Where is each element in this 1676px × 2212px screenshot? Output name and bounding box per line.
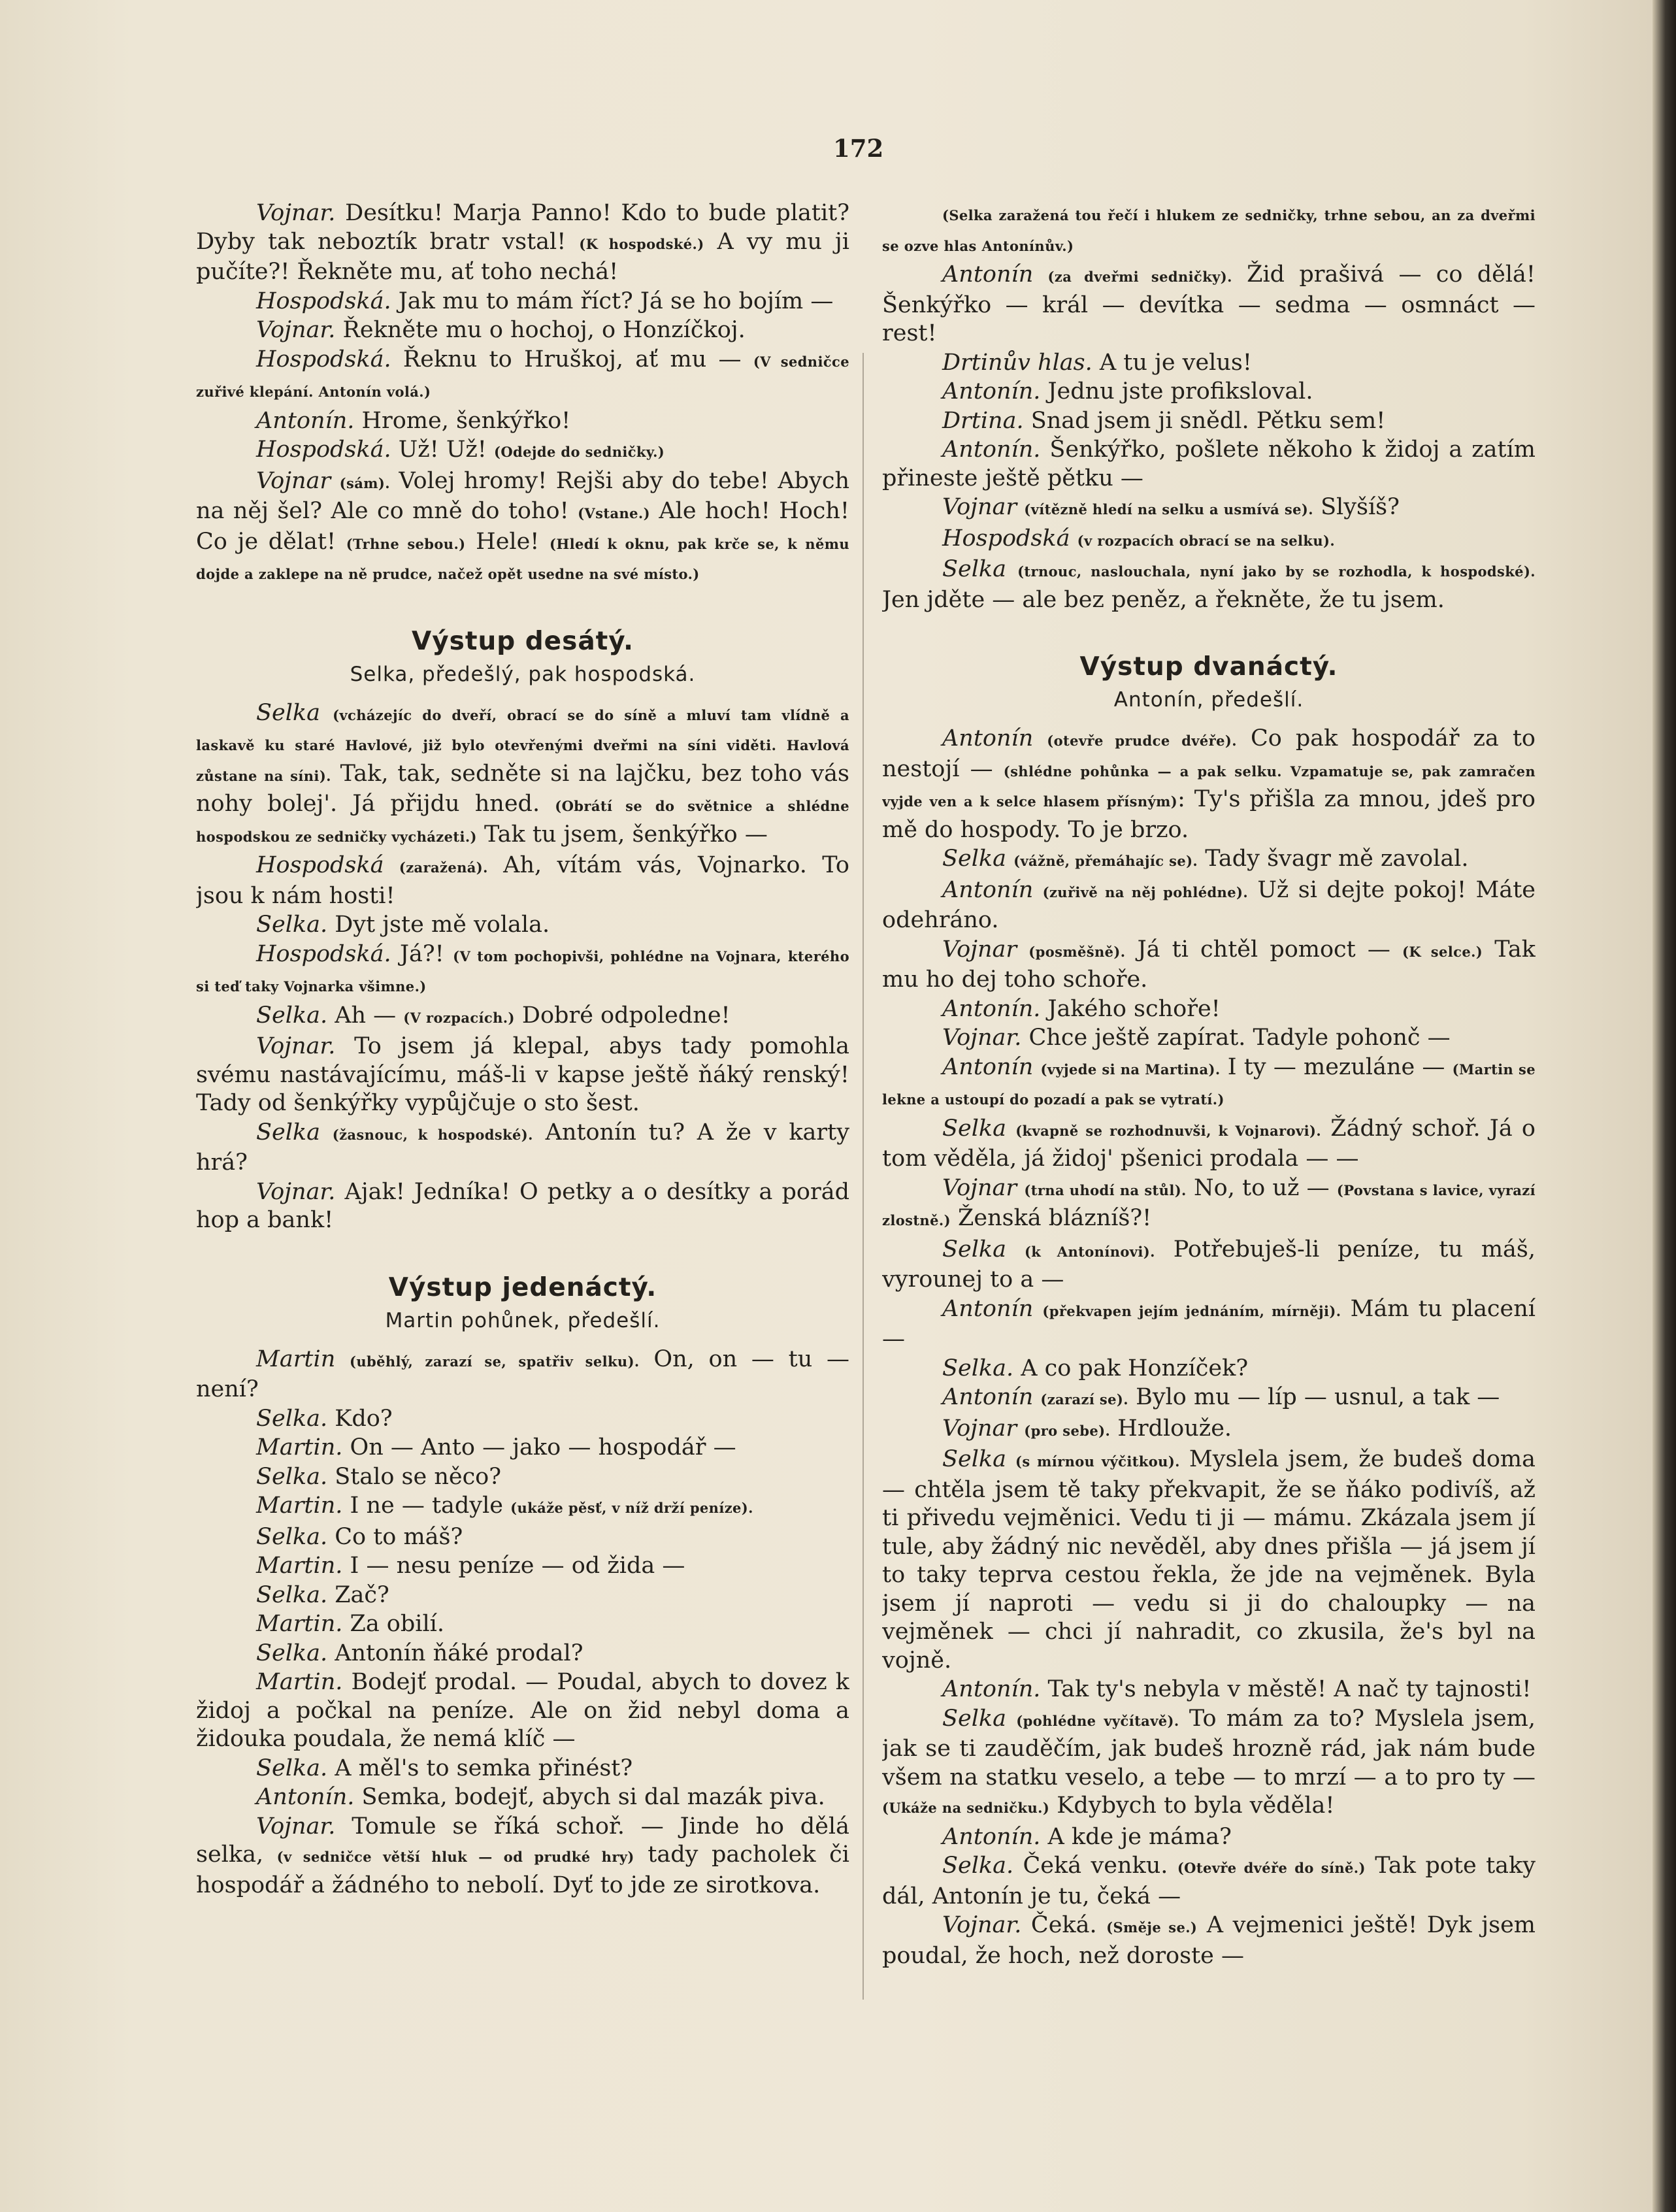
dialogue-text [1006, 846, 1013, 872]
dialogue-paragraph [882, 199, 1536, 260]
speaker-name: Vojnar [942, 1174, 1017, 1201]
speaker-name: Antonín [942, 261, 1034, 288]
stage-direction: (V tom pochopivši, pohlédne na Vojnara, kterého si teď taky Vojnarka všimne.) [196, 948, 849, 995]
speaker-name: Drtina. [942, 407, 1024, 434]
stage-direction: (trnouc, naslouchala, nyní jako by se rozhodla, k hospodské). [1017, 563, 1536, 580]
stage-direction: (Otevře dvéře do síně.) [1177, 1860, 1366, 1876]
dialogue-paragraph [882, 1174, 1536, 1235]
dialogue-paragraph [882, 1415, 1536, 1445]
dialogue-text [384, 852, 399, 878]
dialogue-text: Ah, vítám vás, Vojnarko. To jsou k nám hosti! [196, 852, 849, 909]
speaker-name: Vojnar [942, 1415, 1017, 1442]
dialogue-text [1033, 877, 1042, 903]
dialogue-text: A měl's to semka přinést? [327, 1755, 633, 1781]
dialogue-text: A vy mu ji pučíte?! Řekněte mu, ať toho nechá! [196, 228, 849, 285]
dialogue-paragraph [882, 1053, 1536, 1114]
dialogue-text: Antonín ňáké prodal? [327, 1640, 583, 1666]
dialogue-paragraph [196, 1178, 849, 1235]
dialogue-text [1070, 525, 1077, 552]
dialogue-paragraph [196, 699, 849, 851]
stage-direction: (vyjede si na Martina). [1040, 1061, 1221, 1078]
dialogue-text: Hrdlouže. [1110, 1415, 1232, 1442]
dialogue-text: Myslela jsem, že budeš doma — chtěla jsem tě taky překvapit, že se ňáko podivíš, až ti přivedu vejměnici. Vedu ti ji — mámu. Zkázala jsem jí tule, aby žádný nic nevěděl, aby dnes přišla — já jsem jí to taky teprva cestou řekla, že jde na vejměnek. Byla jsem jí naproti — vedu si ji do chaloupky — na vejměnek — chci jí nahradit, co zkusila, že's byl na vojně. [882, 1446, 1536, 1674]
speaker-name: Martin. [256, 1669, 343, 1695]
dialogue-paragraph [882, 1676, 1536, 1704]
speaker-name: Vojnar. [942, 1025, 1022, 1051]
dialogue-paragraph [882, 378, 1536, 406]
speaker-name: Selka [942, 846, 1006, 872]
speaker-name: Selka. [256, 1463, 328, 1490]
stage-direction: (zaražená). [399, 859, 488, 876]
stage-direction: (K hospodské.) [579, 235, 704, 252]
speaker-name: Antonín [942, 725, 1034, 751]
dialogue-text [331, 468, 340, 494]
dialogue-text: Potřebuješ-li peníze, tu máš, vyrounej to a — [882, 1236, 1536, 1293]
dialogue-text [1033, 1054, 1040, 1080]
dialogue-text: Stalo se něco? [327, 1463, 502, 1490]
dialogue-text: Tak tu jsem, šenkýřko — [476, 821, 768, 848]
dialogue-text [1017, 1175, 1024, 1201]
speaker-name: Antonín [942, 1053, 1034, 1080]
stage-direction: (Selka zaražená tou řečí i hlukem ze sedničky, trhne sebou, an za dveřmi se ozve hlas Antonínův.) [882, 207, 1536, 254]
stage-direction: (za dveřmi sedničky). [1047, 269, 1232, 285]
stage-direction: (trna uhodí na stůl). [1024, 1181, 1187, 1198]
dialogue-text: Hele! [465, 528, 550, 555]
scene-characters: Martin pohůnek, předešlí. [385, 1308, 661, 1332]
dialogue-paragraph [882, 261, 1536, 348]
dialogue-text: Tomule se říká schoř. — Jinde ho dělá selka, [196, 1813, 849, 1868]
stage-direction: (Vstane.) [578, 505, 650, 521]
dialogue-text: Řeknu to Hruškoj, ať mu — [391, 346, 753, 372]
dialogue-text: Já ti chtěl pomoct — [1125, 936, 1403, 963]
dialogue-paragraph [196, 1345, 849, 1404]
stage-direction: (pohlédne vyčítavě). [1016, 1712, 1179, 1729]
dialogue-text: On, on — tu — není? [196, 1345, 849, 1402]
dialogue-text: Volej hromy! Rejši aby do tebe! Abych na něj šel? Ale co mně do toho! [196, 467, 849, 524]
dialogue-text: No, to už — [1186, 1174, 1337, 1201]
speaker-name: Antonín. [256, 1784, 355, 1810]
stage-direction: (Povstana s lavice, vyrazí zlostně.) [882, 1181, 1536, 1229]
dialogue-text: Zač? [327, 1581, 389, 1608]
speaker-name: Martin. [256, 1493, 343, 1519]
dialogue-text: Za obilí. [342, 1611, 444, 1637]
dialogue-text: Tak pote taky dál, Antonín je tu, čeká — [882, 1853, 1536, 1909]
dialogue-text: Žádný schoř. Já o tom věděla, já židoj' pšenici prodala — — [882, 1115, 1536, 1172]
dialogue-text: I ne — tadyle [342, 1493, 511, 1519]
dialogue-text [1017, 1415, 1024, 1442]
dialogue-text [320, 700, 333, 726]
speaker-name: Selka [942, 1446, 1006, 1472]
dialogue-text: I — nesu peníze — od žida — [342, 1553, 685, 1579]
dialogue-paragraph [882, 555, 1536, 614]
book-spine-edge [1652, 0, 1676, 2212]
stage-direction: (Směje se.) [1106, 1919, 1198, 1936]
dialogue-paragraph [196, 1523, 849, 1552]
scene-characters: Antonín, předešlí. [1113, 688, 1304, 712]
stage-direction: (překvapen jejím jednáním, mírněji). [1042, 1302, 1341, 1319]
dialogue-text [1006, 1236, 1025, 1263]
dialogue-text: Tak ty's nebyla v městě! A nač ty tajnosti! [1040, 1676, 1532, 1702]
stage-direction: (v sedničce větší hluk — od prudké hry) [276, 1849, 634, 1865]
stage-direction: (K selce.) [1402, 943, 1483, 960]
dialogue-text: Antonín tu? A že v karty hrá? [196, 1119, 849, 1176]
dialogue-paragraph [196, 1492, 849, 1523]
dialogue-paragraph [196, 288, 849, 316]
dialogue-paragraph [882, 1852, 1536, 1911]
dialogue-text: Semka, bodejť, abych si dal mazák piva. [354, 1784, 825, 1810]
dialogue-text [1033, 725, 1047, 751]
speaker-name: Antonín [942, 876, 1034, 903]
dialogue-paragraph [882, 493, 1536, 524]
dialogue-paragraph [196, 1783, 849, 1812]
dialogue-text: A vejmenici ještě! Dyk jsem poudal, že hoch, než doroste — [882, 1912, 1536, 1969]
dialogue-paragraph [882, 876, 1536, 935]
dialogue-paragraph [196, 407, 849, 436]
stage-direction: (Ukáže na sedničku.) [882, 1800, 1050, 1816]
speaker-name: Antonín [942, 1295, 1034, 1322]
speaker-name: Selka. [256, 1755, 328, 1781]
dialogue-text: Co to máš? [327, 1523, 463, 1550]
dialogue-paragraph [196, 316, 849, 345]
speaker-name: Selka [256, 699, 320, 726]
stage-direction: (uběhlý, zarazí se, spatřiv selku). [350, 1353, 640, 1370]
dialogue-text: Šenkýřko, pošlete někoho k židoj a zatím přineste ještě pětku — [882, 437, 1536, 491]
dialogue-text: Mám tu placení — [882, 1295, 1536, 1352]
dialogue-text: Chce ještě zapírat. Tadyle pohonč — [1021, 1025, 1451, 1051]
speaker-name: Antonín. [942, 1676, 1041, 1702]
dialogue-text [1033, 1296, 1042, 1322]
stage-direction: (vítězně hledí na selku a usmívá se). [1024, 501, 1313, 518]
dialogue-text: Co pak hospodář za to nestojí — [882, 725, 1536, 782]
dialogue-text: Dyt jste mě volala. [327, 912, 550, 938]
speaker-name: Selka. [256, 912, 328, 938]
dialogue-paragraph [882, 725, 1536, 844]
dialogue-paragraph [196, 851, 849, 910]
dialogue-text: A kde je máma? [1040, 1823, 1232, 1850]
stage-direction: (posměšně). [1028, 943, 1126, 960]
stage-direction: (sám). [339, 474, 390, 491]
dialogue-text: Kdybych to byla věděla! [1049, 1792, 1335, 1819]
speaker-name: Antonín. [256, 407, 355, 434]
dialogue-text: Ajak! Jedníka! O petky a o desítky a porád hop a bank! [196, 1178, 849, 1233]
stage-direction: (Martin se lekne a ustoupí do pozadí a pak se vytratí.) [882, 1061, 1536, 1108]
stage-direction: (otevře prudce dvéře). [1047, 733, 1237, 749]
speaker-name: Selka [942, 1705, 1006, 1732]
speaker-name: Hospodská. [256, 346, 391, 372]
speaker-name: Selka [942, 556, 1006, 582]
speaker-name: Selka. [256, 1002, 328, 1029]
dialogue-text: Už si dejte pokoj! Máte odehráno. [882, 876, 1536, 933]
speaker-name: Antonín. [942, 378, 1041, 404]
dialogue-paragraph [196, 1581, 849, 1610]
dialogue-paragraph [882, 1024, 1536, 1053]
stage-direction: (Hledí k oknu, pak krče se, k němu dojde a zaklepe na ně prudce, načež opět usedne na své místo.) [196, 535, 849, 582]
dialogue-text: Řekněte mu o hochoj, o Honzíčkoj. [335, 317, 746, 343]
dialogue-text: Já?! [391, 940, 453, 967]
dialogue-paragraph [196, 1640, 849, 1668]
dialogue-text: Slyšíš? [1313, 494, 1400, 520]
dialogue-paragraph [882, 1383, 1536, 1414]
stage-direction: (V sedničce zuřivé klepání. Antonín volá.) [196, 353, 849, 400]
dialogue-paragraph [882, 1823, 1536, 1852]
scene-heading: Výstup dvanáctý. [1079, 652, 1338, 682]
dialogue-text: Jen jděte — ale bez peněz, a řekněte, že tu jsem. [882, 586, 1445, 613]
stage-direction: (V rozpacích.) [403, 1009, 515, 1026]
speaker-name: Selka. [256, 1405, 328, 1432]
dialogue-paragraph [882, 1911, 1536, 1970]
dialogue-text [1033, 1384, 1040, 1410]
dialogue-paragraph [196, 911, 849, 940]
dialogue-paragraph [882, 1236, 1536, 1295]
dialogue-text [1033, 261, 1047, 288]
dialogue-paragraph [196, 1813, 849, 1900]
dialogue-paragraph [882, 1445, 1536, 1675]
dialogue-text [335, 1346, 350, 1372]
dialogue-paragraph [196, 1668, 849, 1754]
dialogue-text: Jakého schoře! [1040, 995, 1221, 1022]
dialogue-text [1006, 1706, 1016, 1732]
dialogue-paragraph [196, 1463, 849, 1492]
dialogue-paragraph [196, 199, 849, 287]
dialogue-text [1006, 556, 1017, 582]
speaker-name: Selka [942, 1236, 1006, 1263]
speaker-name: Vojnar [256, 467, 331, 494]
dialogue-text: A tu je velus! [1092, 349, 1252, 376]
speaker-name: Martin. [256, 1611, 343, 1637]
speaker-name: Hospodská. [256, 288, 391, 314]
dialogue-paragraph [882, 349, 1536, 378]
dialogue-text: Ženská blázníš?! [950, 1205, 1152, 1231]
dialogue-text [1017, 936, 1028, 963]
dialogue-text [1017, 494, 1024, 520]
dialogue-paragraph [882, 1115, 1536, 1174]
dialogue-paragraph [882, 936, 1536, 995]
dialogue-paragraph [196, 1405, 849, 1434]
column-divider [863, 353, 864, 2000]
dialogue-paragraph [196, 467, 849, 589]
dialogue-text: Tak, tak, sedněte si na lajčku, bez toho vás nohy bolej'. Já přijdu hned. [196, 760, 849, 817]
speaker-name: Martin [256, 1345, 336, 1372]
speaker-name: Vojnar. [942, 1912, 1022, 1938]
dialogue-text: Desítku! Marja Panno! Kdo to bude platit? Dyby tak neboztík bratr vstal! [196, 200, 849, 255]
right-column [882, 199, 1536, 2127]
dialogue-paragraph [196, 1119, 849, 1178]
dialogue-text [1006, 1115, 1015, 1142]
dialogue-paragraph [196, 1032, 849, 1118]
speaker-name: Martin. [256, 1553, 343, 1579]
dialogue-text: To jsem já klepal, abys tady pomohla svému nastávajícímu, máš-li v kapse ještě ňáký renský! Tady od šenkýřky vypůjčuje o sto šest. [196, 1033, 849, 1116]
speaker-name: Hospodská [256, 852, 384, 878]
dialogue-text: Tady švagr mě zavolal. [1198, 846, 1469, 872]
stage-direction: (zuřivě na něj pohlédne). [1042, 883, 1249, 900]
stage-direction: (ukáže pěsť, v níž drží peníze). [510, 1500, 753, 1516]
dialogue-paragraph [196, 940, 849, 1001]
dialogue-text: Bylo mu — líp — usnul, a tak — [1128, 1384, 1500, 1410]
dialogue-text: : Ty's přišla za mnou, jdeš pro mě do hospody. To je brzo. [882, 786, 1536, 843]
speaker-name: Antonín. [942, 995, 1041, 1022]
dialogue-paragraph [882, 1705, 1536, 1823]
scene-characters: Selka, předešlý, pak hospodská. [350, 662, 696, 686]
speaker-name: Antonín. [942, 1823, 1041, 1850]
dialogue-text: Už! Už! [391, 437, 494, 463]
speaker-name: Selka. [942, 1355, 1014, 1381]
stage-direction: (shlédne pohůnka — a pak selku. Vzpamatuje se, pak zamračen vyjde ven a k selce hlasem přísným) [882, 763, 1536, 810]
dialogue-paragraph [196, 1434, 849, 1462]
dialogue-paragraph [882, 1295, 1536, 1354]
stage-direction: (vážně, přemáhajíc se). [1013, 853, 1198, 869]
dialogue-paragraph [196, 1610, 849, 1639]
speaker-name: Selka [942, 1115, 1006, 1142]
dialogue-text: Bodejť prodal. — Poudal, abych to dovez k židoj a počkal na peníze. Ale on žid nebyl doma a židouka poudala, že nemá klíč — [196, 1669, 849, 1752]
dialogue-text: A co pak Honzíček? [1013, 1355, 1249, 1381]
dialogue-text: Jednu jste profiksloval. [1040, 378, 1313, 404]
speaker-name: Selka [256, 1119, 320, 1146]
speaker-name: Antonín [942, 1384, 1034, 1410]
stage-direction: (zarazí se). [1040, 1391, 1128, 1408]
dialogue-paragraph [882, 407, 1536, 436]
stage-direction: (Trhne sebou.) [346, 535, 466, 552]
dialogue-text: To mám za to? Myslela jsem, jak se ti zauděčím, jak budeš hrozně rád, jak nám bude všem na statku veselo, a tebe — to mrzí — a to pro ty — [882, 1705, 1536, 1791]
dialogue-text: On — Anto — jako — hospodář — [342, 1434, 736, 1461]
dialogue-text: I ty — mezuláne — [1220, 1053, 1453, 1080]
dialogue-text: Dobré odpoledne! [514, 1002, 731, 1029]
speaker-name: Antonín. [942, 437, 1041, 463]
speaker-name: Hospodská [942, 525, 1070, 552]
dialogue-text: Snad jsem ji snědl. Pětku sem! [1023, 407, 1386, 434]
dialogue-text: Žid prašivá — co dělá! Šenkýřko — král — devítka — sedma — osmnáct — rest! [882, 261, 1536, 346]
dialogue-paragraph [196, 1552, 849, 1581]
speaker-name: Martin. [256, 1434, 343, 1461]
dialogue-text: Jak mu to mám říct? Já se ho bojím — [391, 288, 834, 314]
dialogue-text: Tak mu ho dej toho schoře. [882, 936, 1536, 993]
dialogue-text: Ah — [327, 1002, 404, 1029]
dialogue-text: Čeká. [1021, 1912, 1107, 1938]
dialogue-text: Čeká venku. [1013, 1853, 1177, 1879]
dialogue-paragraph [882, 995, 1536, 1024]
dialogue-paragraph [882, 436, 1536, 493]
dialogue-paragraph [196, 346, 849, 406]
stage-direction: (kvapně se rozhodnuvši, k Vojnarovi). [1015, 1122, 1322, 1139]
stage-direction: (k Antonínovi). [1024, 1243, 1155, 1260]
dialogue-paragraph [882, 845, 1536, 876]
speaker-name: Vojnar. [256, 1033, 336, 1059]
dialogue-paragraph [196, 1755, 849, 1783]
stage-direction: (Obrátí se do světnice a shlédne hospodskou ze sedničky vycházeti.) [196, 798, 849, 845]
dialogue-paragraph [882, 525, 1536, 555]
stage-direction: (vcházejíc do dveří, obrací se do síně a mluví tam vlídně a laskavě ku staré Havlové, již bylo otevřenými dveřmi na síni viděti. Havlová zůstane na síni). [196, 706, 849, 784]
dialogue-text: Ale hoch! Hoch! Co je dělat! [196, 498, 849, 555]
speaker-name: Vojnar. [256, 200, 336, 226]
speaker-name: Selka. [256, 1640, 328, 1666]
scene-heading: Výstup desátý. [412, 626, 634, 656]
dialogue-paragraph [196, 436, 849, 467]
speaker-name: Vojnar [942, 494, 1017, 520]
speaker-name: Vojnar. [256, 1178, 336, 1205]
dialogue-text [1006, 1446, 1015, 1472]
speaker-name: Vojnar [942, 936, 1017, 963]
left-column [196, 199, 849, 2127]
speaker-name: Selka. [942, 1853, 1014, 1879]
speaker-name: Selka. [256, 1523, 328, 1550]
speaker-name: Drtinův hlas. [942, 349, 1093, 376]
speaker-name: Selka. [256, 1581, 328, 1608]
dialogue-paragraph [882, 1355, 1536, 1383]
dialogue-text: Hrome, šenkýřko! [354, 407, 571, 434]
stage-direction: (žasnouc, k hospodské). [332, 1126, 533, 1143]
speaker-name: Vojnar. [256, 317, 336, 343]
dialogue-text: Kdo? [327, 1405, 393, 1432]
speaker-name: Vojnar. [256, 1813, 336, 1840]
speaker-name: Hospodská. [256, 940, 391, 967]
speaker-name: Hospodská. [256, 437, 391, 463]
stage-direction: (v rozpacích obrací se na selku). [1077, 532, 1336, 549]
dialogue-paragraph [196, 1002, 849, 1032]
scene-heading: Výstup jedenáctý. [388, 1272, 657, 1302]
stage-direction: (s mírnou výčitkou). [1015, 1453, 1180, 1470]
stage-direction: (Odejde do sedničky.) [494, 444, 665, 460]
stage-direction: (pro sebe). [1024, 1422, 1111, 1439]
dialogue-text [320, 1119, 333, 1146]
dialogue-text: tady pacholek či hospodář a žádného to nebolí. Dyť to jde ze sirotkova. [196, 1841, 849, 1898]
page-number: 172 [833, 134, 884, 163]
